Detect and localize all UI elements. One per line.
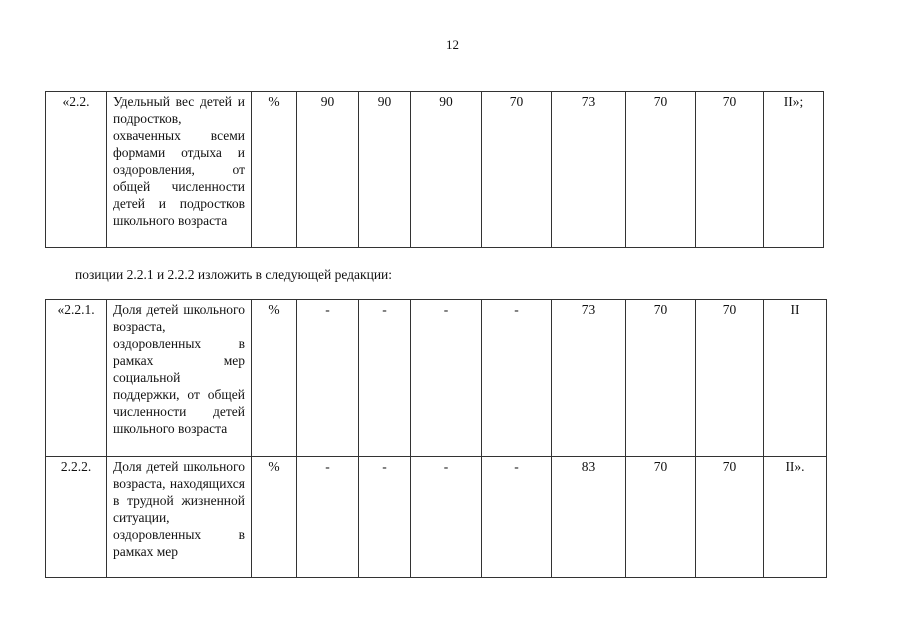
value-cell: - [297,300,359,457]
indicator-description: Доля детей школьного возраста, находящихся в трудной жизненной ситуации, оздоровленных в рамках мер [107,457,252,578]
value-cell: - [482,300,552,457]
row-number: 2.2.2. [46,457,107,578]
row-number: «2.2. [46,92,107,248]
indicator-description: Удельный вес детей и подростков, охваченных всеми формами отдыха и оздоровления, от общей численности детей и подростков школьного возраста [107,92,252,248]
stage-cell: II». [764,457,827,578]
stage-cell: II [764,300,827,457]
value-cell: 73 [552,92,626,248]
value-cell: 83 [552,457,626,578]
table-row [46,92,824,248]
value-cell: - [482,457,552,578]
table-row [46,300,827,457]
value-cell: 70 [626,300,696,457]
unit-cell: % [252,457,297,578]
amendment-text: позиции 2.2.1 и 2.2.2 изложить в следующей редакции: [75,267,393,282]
stage-cell: II»; [764,92,824,248]
value-cell: 70 [696,457,764,578]
value-cell: 70 [482,92,552,248]
table-row [46,457,827,578]
value-cell: 90 [297,92,359,248]
value-cell: 70 [626,457,696,578]
value-cell: - [359,457,411,578]
indicator-table-amended [45,299,827,578]
unit-cell: % [252,300,297,457]
value-cell: 70 [696,300,764,457]
value-cell: - [359,300,411,457]
value-cell: 90 [411,92,482,248]
page-number: 12 [446,37,459,52]
unit-cell: % [252,92,297,248]
indicator-description: Доля детей школьного возраста, оздоровленных в рамках мер социальной поддержки, от общей численности детей школьного возраста [107,300,252,457]
row-number: «2.2.1. [46,300,107,457]
value-cell: - [411,300,482,457]
value-cell: 70 [696,92,764,248]
indicator-table-original [45,91,824,248]
value-cell: - [297,457,359,578]
value-cell: 70 [626,92,696,248]
value-cell: 90 [359,92,411,248]
value-cell: - [411,457,482,578]
value-cell: 73 [552,300,626,457]
